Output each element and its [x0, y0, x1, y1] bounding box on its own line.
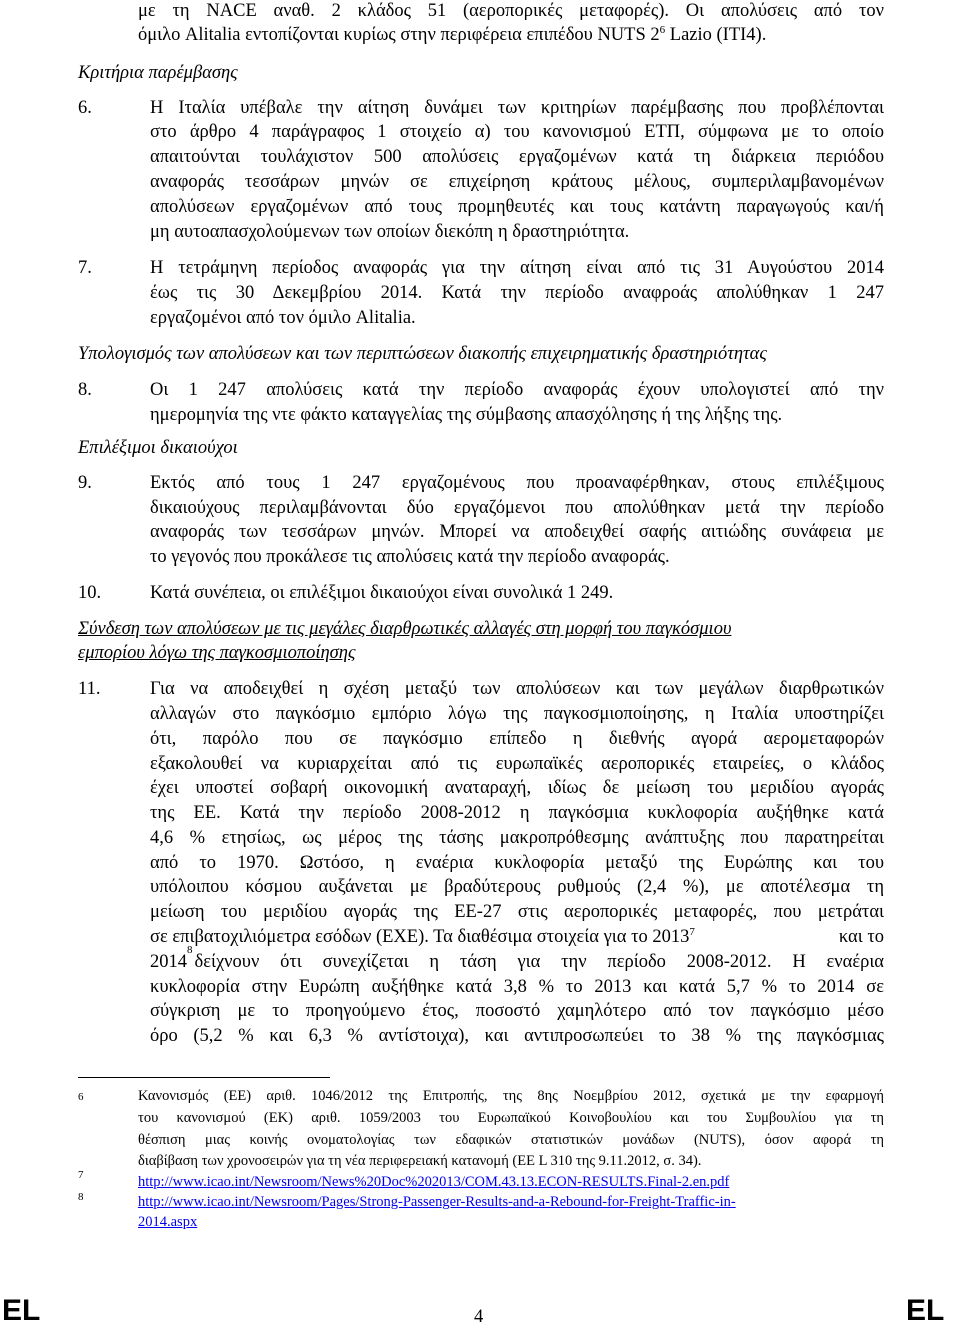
- para-9-line: το γεγονός που προκάλεσε τις απολύσεις κατά την περίοδο αναφοράς.: [150, 547, 670, 567]
- intro-text-a: όμιλο Alitalia εντοπίζονται κυρίως στην περιφέρεια επιπέδου NUTS 2: [138, 25, 660, 45]
- intro-text-b: Lazio (ITI4).: [665, 25, 767, 45]
- para-11-year: 2014: [150, 952, 187, 972]
- para-9-number: 9.: [78, 473, 92, 493]
- para-11-text-tail-2: δείχνουν ότι συνεχίζεται η τάση για την περίοδο 2008-2012. Η εναέρια: [194, 952, 884, 972]
- heading-calculation: Υπολογισμός των απολύσεων και των περιπτώσεων διακοπής επιχειρηματικής δραστηριότητας: [78, 344, 767, 364]
- para-6-line: απαιτούνται τουλάχιστον 500 απολύσεις εργαζομένων κατά τη διάρκεια περιόδου: [150, 147, 884, 167]
- footnote-7-number: 7: [78, 1169, 84, 1181]
- para-11-line: της ΕΕ. Κατά την περίοδο 2008-2012 η παγκόσμια κυκλοφορία αυξήθηκε κατά: [150, 803, 884, 823]
- para-8-number: 8.: [78, 380, 92, 400]
- para-11-line: όρο (5,2 % και 6,3 % αντίστοιχα), και αντιπροσωπεύει το 38 % της παγκόσμιας: [150, 1026, 884, 1046]
- footnote-ref-6[interactable]: 6: [659, 23, 666, 36]
- para-11-line: μείωση του μεριδίου αγοράς της ΕΕ-27 στις αεροπορικές μεταφορές, που μετράται: [150, 902, 884, 922]
- page-number: 4: [474, 1307, 484, 1327]
- language-code-right: EL: [906, 1294, 945, 1327]
- para-7-number: 7.: [78, 258, 92, 278]
- para-11-line: [150, 925, 884, 949]
- para-11-line: [150, 944, 884, 974]
- para-11-text-tail: και το: [838, 927, 884, 947]
- para-8-line: Οι 1 247 απολύσεις κατά την περίοδο αναφοράς έχουν υπολογιστεί από την: [150, 380, 884, 400]
- para-6-line: Η Ιταλία υπέβαλε την αίτηση δυνάμει των κριτηρίων παρέμβασης που προβλέπονται: [150, 98, 884, 118]
- heading-globalisation-link: [78, 617, 731, 641]
- para-7-line: έως τις 30 Δεκεμβρίου 2014. Κατά την περίοδο αναφροάς απολύθηκαν 1 247: [150, 283, 884, 303]
- footnote-ref-7[interactable]: 7: [689, 925, 695, 938]
- language-code-left: EL: [2, 1294, 41, 1327]
- footnote-8-link-row-2: [138, 1212, 197, 1232]
- para-6-line: μη αυτοαπασχολούμενων των οποίων διεκόπη η δραστηριότητα.: [150, 222, 630, 242]
- para-11-line: υπόλοιπου κόσμου αυξάνεται με βραδύτερους ρυθμούς (2,4 %), με αποτέλεσμα τη: [150, 877, 884, 897]
- para-7-line: εργαζομένοι από τον όμιλο Alitalia.: [150, 308, 416, 328]
- para-9-line: αναφοράς των τεσσάρων μηνών. Μπορεί να αποδειχθεί σαφής αιτιώδης συνάφεια με: [150, 522, 884, 542]
- para-10-number: 10.: [78, 583, 102, 603]
- footnote-8-number: 8: [78, 1191, 84, 1203]
- para-6-line: στο άρθρο 4 παράγραφος 1 στοιχείο α) του κανονισμού ΕΤΠ, σύμφωνα με το οποίο: [150, 122, 884, 142]
- para-6-line: αναφοράς τεσσάρων μηνών σε επιχείρηση κράτους μέλους, συμπεριλαμβανομένων: [150, 172, 884, 192]
- footnote-6-number: 6: [78, 1091, 84, 1103]
- footnote-8-link-row: [138, 1192, 736, 1212]
- footnote-7-link-row: [138, 1172, 729, 1192]
- heading-globalisation-line-2: εμπορίου λόγω της παγκοσμιοποίησης: [78, 643, 356, 663]
- heading-eligible: Επιλέξιμοι δικαιούχοι: [78, 438, 238, 458]
- para-11-line: ότι, παρόλο που σε παγκόσμιο επίπεδο η διεθνής αγορά αερομεταφορών: [150, 729, 884, 749]
- para-11-line: εξακολουθεί να κυριαρχείται από τις ευρωπαϊκές αεροπορικές εταιρείες, ο κλάδος: [150, 754, 884, 774]
- para-11-line: 4,6 % ετησίως, ως μέρος της τάσης μακροπρόθεσμης ανάπτυξης που παρατηρείται: [150, 828, 884, 848]
- para-6-number: 6.: [78, 98, 92, 118]
- para-11-line: Για να αποδειχθεί η σχέση μεταξύ των απολύσεων και των μεγάλων διαρθρωτικών: [150, 679, 884, 699]
- para-9-line: δικαιούχους περιλαμβάνονται δύο εργαζόμενοι που απολύθηκαν μετά την περίοδο: [150, 498, 884, 518]
- intro-line-1: με τη NACE αναθ. 2 κλάδος 51 (αεροπορικές μεταφορές). Οι απολύσεις από τον: [138, 1, 884, 21]
- heading-globalisation-line-1: Σύνδεση των απολύσεων με τις μεγάλες διαρθρωτικές αλλαγές στη μορφή του παγκόσμιου: [78, 619, 732, 639]
- para-11-line: από το 1970. Ωστόσο, η εναέρια κυκλοφορία μεταξύ της Ευρώπης και του: [150, 853, 884, 873]
- footnote-6-line: διαβίβαση των χρονοσειρών για τη νέα περιφερειακή κατανομή (ΕΕ L 310 της 9.11.2012, σ. 34).: [138, 1153, 702, 1169]
- para-11-line: αλλαγών στο παγκόσμιο εμπόριο λόγω της παγκοσμιοποίησης, η Ιταλία υποστηρίζει: [150, 704, 884, 724]
- footnote-6-line: του κανονισμού (ΕΚ) αριθ. 1059/2003 του Ευρωπαϊκού Κοινοβουλίου και του Συμβουλίου για τη: [138, 1110, 884, 1126]
- footnote-6-line: Κανονισμός (ΕΕ) αριθ. 1046/2012 της Επιτροπής, της 8ης Νοεμβρίου 2012, σχετικά με την εφαρμογή: [138, 1088, 884, 1104]
- para-11-line: έχει υποστεί σοβαρή οικονομική αναταραχή, ιδίως δε μείωση του μεριδίου αγοράς: [150, 778, 884, 798]
- para-10-text: Κατά συνέπεια, οι επιλέξιμοι δικαιούχοι είναι συνολικά 1 249.: [150, 583, 614, 603]
- para-7-line: Η τετράμηνη περίοδος αναφοράς για την αίτηση είναι από τις 31 Αυγούστου 2014: [150, 258, 884, 278]
- para-11-number: 11.: [78, 679, 101, 699]
- para-11-line: σύγκριση με το προηγούμενο έτος, ποσοστό χαμηλότερο από τον παγκόσμιο μέσο: [150, 1001, 884, 1021]
- para-6-line: απολύσεων εργαζομένων από τους προμηθευτές και τους κατάντη παραγωγούς και/ή: [150, 197, 884, 217]
- intro-line-2: [138, 23, 766, 47]
- footnote-8-link[interactable]: http://www.icao.int/Newsroom/Pages/Strong-Passenger-Results-and-a-Rebound-for-Freight-Traffic-in-: [138, 1194, 736, 1210]
- heading-globalisation-link-2: [78, 641, 356, 665]
- para-9-line: Εκτός από τους 1 247 εργαζομένους που προαναφέρθηκαν, στους επιλέξιμους: [150, 473, 884, 493]
- footnote-7-link[interactable]: http://www.icao.int/Newsroom/News%20Doc%202013/COM.43.13.ECON-RESULTS.Final-2.en.pdf: [138, 1174, 730, 1190]
- footnote-separator: [78, 1077, 330, 1078]
- para-11-line: κυκλοφορία στην Ευρώπη αυξήθηκε κατά 3,8 % το 2013 και κατά 5,7 % το 2014 σε: [150, 977, 884, 997]
- footnote-ref-8[interactable]: 8: [187, 944, 193, 956]
- heading-criteria: Κριτήρια παρέμβασης: [78, 63, 238, 83]
- footnote-8-link-cont[interactable]: 2014.aspx: [138, 1214, 198, 1230]
- para-8-line: ημερομηνία της ντε φάκτο καταγγελίας της σύμβασης απασχόλησης ή της λήξης της.: [150, 405, 783, 425]
- para-11-text: σε επιβατοχιλιόμετρα εσόδων (ΕΧΕ). Τα διαθέσιμα στοιχεία για το 2013: [150, 927, 690, 947]
- footnote-6-line: θέσπιση μιας κοινής ονοματολογίας των εδαφικών στατιστικών μονάδων (NUTS), όσον αφορά τη: [138, 1132, 884, 1148]
